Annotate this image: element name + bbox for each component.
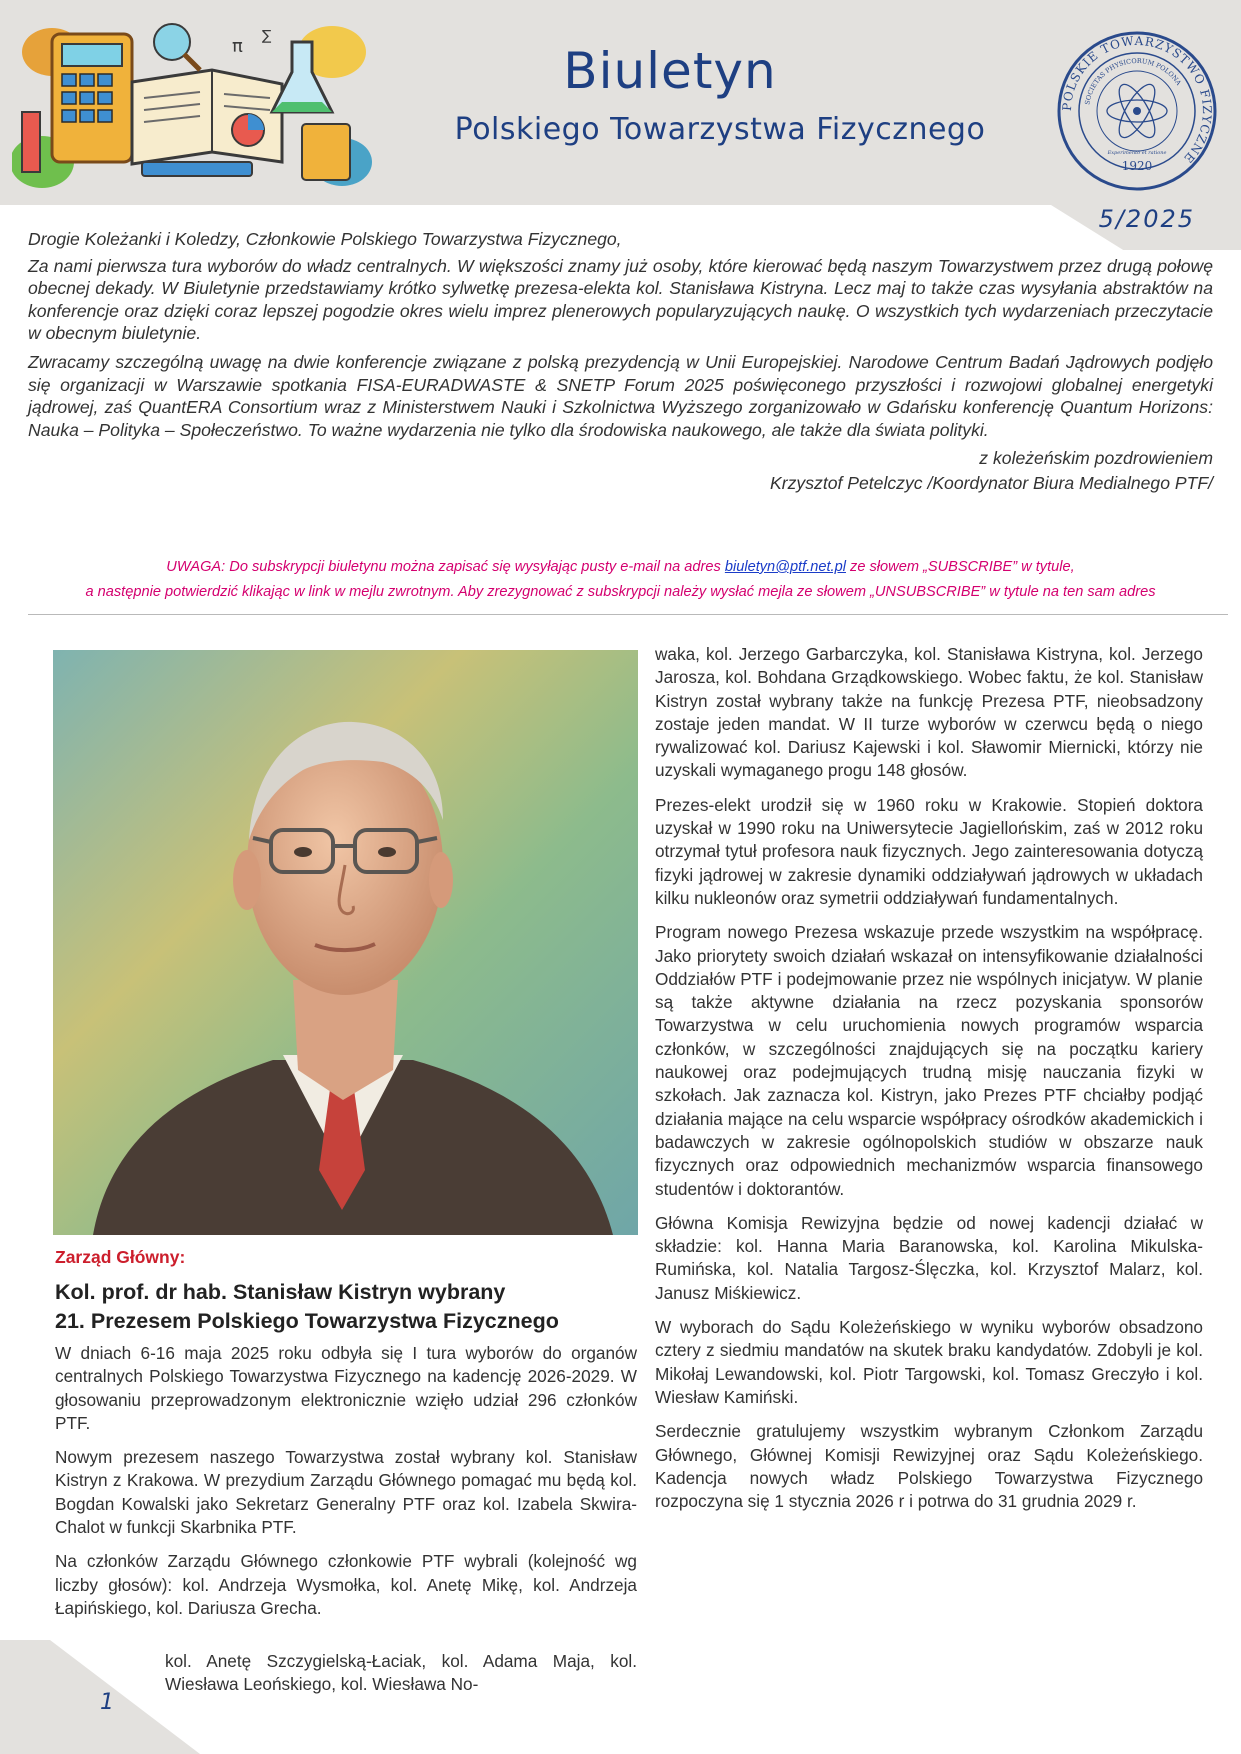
article-paragraph: kol. Anetę Szczygielską-Łaciak, kol. Adama Maja, kol. Wiesława Leońskiego, kol. Wiesława No- (165, 1651, 637, 1695)
article-left-column (55, 1247, 637, 1631)
svg-text:SOCIETAS PHYSICORUM POLONA (1083, 57, 1183, 105)
article-paragraph: Prezes-elekt urodził się w 1960 roku w Krakowie. Stopień doktora uzyskał w 1990 roku na Uniwersytecie Jagiellońskim, zaś w 2012 roku otrzymał tytuł profesora nauk fizycznych. Jego zainteresowania dotyczą fizyki jądrowej w zakresie dynamiki oddziaływań jądrowych w układach kilku nukleonów oraz symetrii oddziaływań fundamentalnych. (655, 794, 1203, 908)
article-left-tail (165, 1650, 637, 1708)
notice-line-1: UWAGA: Do subskrypcji biuletynu można zapisać się wysyłając pusty e-mail na adres biuletyn@ptf.net.pl ze słowem „SUBSCRIBE” w tytule, (166, 559, 1075, 575)
article-headline (55, 1278, 637, 1336)
article-paragraph: waka, kol. Jerzego Garbarczyka, kol. Stanisława Kistryna, kol. Jerzego Jarosza, kol. Bohdana Grządkowskiego. Wobec faktu, że kol. Stanisław Kistryn został wybrany także na funkcję Prezesa PTF, nieobsadzony zostaje jeden mandat. W II turze wyborów w czerwcu będą o niego rywalizować kol. Dariusz Kajewski i kol. Sławomir Miernicki, którzy nie uzyskali wymaganego progu 148 głosów. (655, 644, 1203, 781)
section-label: Zarząd Główny: (55, 1247, 186, 1267)
page-number: 1 (100, 1690, 114, 1715)
science-collage-illustration (12, 12, 372, 194)
subscription-notice (28, 555, 1213, 605)
intro-paragraph: Zwracamy szczególną uwagę na dwie konferencje związane z polską prezydencją w Unii Europejskiej. Narodowe Centrum Badań Jądrowych podjęło się organizacji w Warszawie spotkania FISA-EURADWASTE & SNETP Forum 2025 poświęconego przyszłości i rozwojowi globalnej energetyki jądrowej, zaś QuantERA Consortium wraz z Ministerstwem Nauki i Szkolnictwa Wyższego zorganizowało w Gdańsku konferencję Quantum Horizons: Nauka – Polityka – Społeczeństwo. To ważne wydarzenia nie tylko dla środowiska naukowego, ale także dla świata polityki. (28, 351, 1213, 440)
article-paragraph: Nowym prezesem naszego Towarzystwa został wybrany kol. Stanisław Kistryn z Krakowa. W prezydium Zarządu Głównego pomagać mu będą kol. Bogdan Kowalski jako Sekretarz Generalny PTF oraz kol. Izabela Skwira-Chalot w funkcji Skarbnika PTF. (55, 1447, 637, 1538)
bulletin-title: Biuletyn (563, 42, 777, 100)
article-paragraph: W wyborach do Sądu Koleżeńskiego w wyniku wyborów obsadzono cztery z siedmiu mandatów na skutek braku kandydatów. Zdobyli je kol. Mikołaj Lewandowski, kol. Piotr Targowski, kol. Tomasz Greczyło i kol. Wiesław Kamiński. (655, 1317, 1203, 1407)
intro-greeting: Drogie Koleżanki i Koledzy, Członkowie Polskiego Towarzystwa Fizycznego, (28, 229, 622, 249)
svg-text:∑: ∑ (262, 28, 272, 44)
article-paragraph: W dniach 6-16 maja 2025 roku odbyła się I tura wyborów do organów centralnych Polskiego Towarzystwa Fizycznego na kadencję 2026-2029. W głosowaniu przeprowadzonym elektronicznie wzięło udział 296 członków PTF. (55, 1343, 637, 1433)
article-paragraph: Główna Komisja Rewizyjna będzie od nowej kadencji działać w składzie: kol. Hanna Maria Baranowska, kol. Karolina Mikulska-Rumińska, kol. Natalia Targosz-Ślęczka, kol. Krzysztof Malarz, kol. Janusz Miśkiewicz. (655, 1212, 1203, 1303)
intro-paragraph: Za nami pierwsza tura wyborów do władz centralnych. W większości znamy już osoby, które kierować będą naszym Towarzystwem przez drugą połowę obecnej dekady. W Biuletynie przedstawiamy krótko sylwetkę prezesa-elekta kol. Stanisława Kistryna. Lecz maj to także czas wysyłania abstraktów na konferencje oraz dzięki coraz lepszej pogodzie okres wielu imprez plenerowych popularyzujących naukę. O wszystkich tych wydarzeniach przeczytacie w obecnym biuletynie. (28, 255, 1213, 344)
article-paragraph: Program nowego Prezesa wskazuje przede wszystkim na współpracę. Jako priorytety swoich działań wskazał on intensyfikowanie działalności Oddziałów PTF i podejmowanie przez nie wspólnych inicjatyw. W planie są także aktywne działania na rzecz pozyskania sponsorów Towarzystwa w celu uruchomienia nowych programów wsparcia członków, w szczególności znajdujących się na początku kariery naukowej oraz podejmujących trudną misję nauczania fizyki w szkołach. Jak zaznacza kol. Kistryn, jako Prezes PTF chciałby podjąć działania mające na celu wsparcie współpracy ośrodków akademickich i badawczych w zakresie ogólnopolskich studiów w obszarze nauk fizycznych oraz odpowiednich mechanizmów wsparcia finansowego studentów i doktorantów. (655, 922, 1203, 1199)
intro-signature: Krzysztof Petelczyc /Koordynator Biura Medialnego PTF/ (770, 472, 1213, 493)
headline-line-1: Kol. prof. dr hab. Stanisław Kistryn wybrany (55, 1280, 506, 1304)
subscribe-email-link[interactable]: biuletyn@ptf.net.pl (724, 559, 846, 575)
section-divider (28, 614, 1228, 615)
notice-line-2: a następnie potwierdzić klikając w link w mejlu zwrotnym. Aby zrezygnować z subskrypcji należy wysłać mejla ze słowem „UNSUBSCRIBE” w tytule na ten sam adres (85, 584, 1156, 600)
bulletin-subtitle: Polskiego Towarzystwa Fizycznego (454, 112, 986, 147)
article-paragraph: Serdecznie gratulujemy wszystkim wybranym Członkom Zarządu Głównego, Głównej Komisji Rewizyjnej oraz Sądu Koleżeńskiego. Kadencja nowych władz Polskiego Towarzystwa Fizycznego rozpoczyna się 1 stycznia 2026 r i potrwa do 31 grudnia 2029 r. (655, 1421, 1203, 1512)
headline-line-2: 21. Prezesem Polskiego Towarzystwa Fizycznego (55, 1309, 559, 1333)
portrait-drawing (53, 650, 638, 1235)
society-seal-icon (1056, 30, 1218, 192)
intro-closing: z koleżeńskim pozdrowieniem (979, 448, 1213, 469)
svg-text:π: π (232, 36, 243, 57)
seal-year: 1920 (1121, 159, 1153, 173)
seal-inner-text: SOCIETAS PHYSICORUM POLONA (1083, 56, 1183, 106)
article-right-column (655, 643, 1203, 1524)
seal-outer-text: POLSKIE TOWARZYSTWO FIZYCZNE (1059, 33, 1215, 167)
intro-letter (28, 228, 1213, 501)
seal-motto: Experimento et ratione (1107, 150, 1167, 156)
issue-number: 5/2025 (1098, 205, 1195, 233)
article-paragraph: Na członków Zarządu Głównego członkowie PTF wybrali (kolejność wg liczby głosów): kol. Andrzeja Wysmołka, kol. Anetę Mikę, kol. Andrzeja Łapińskiego, kol. Dariusza Grecha. (55, 1551, 637, 1618)
